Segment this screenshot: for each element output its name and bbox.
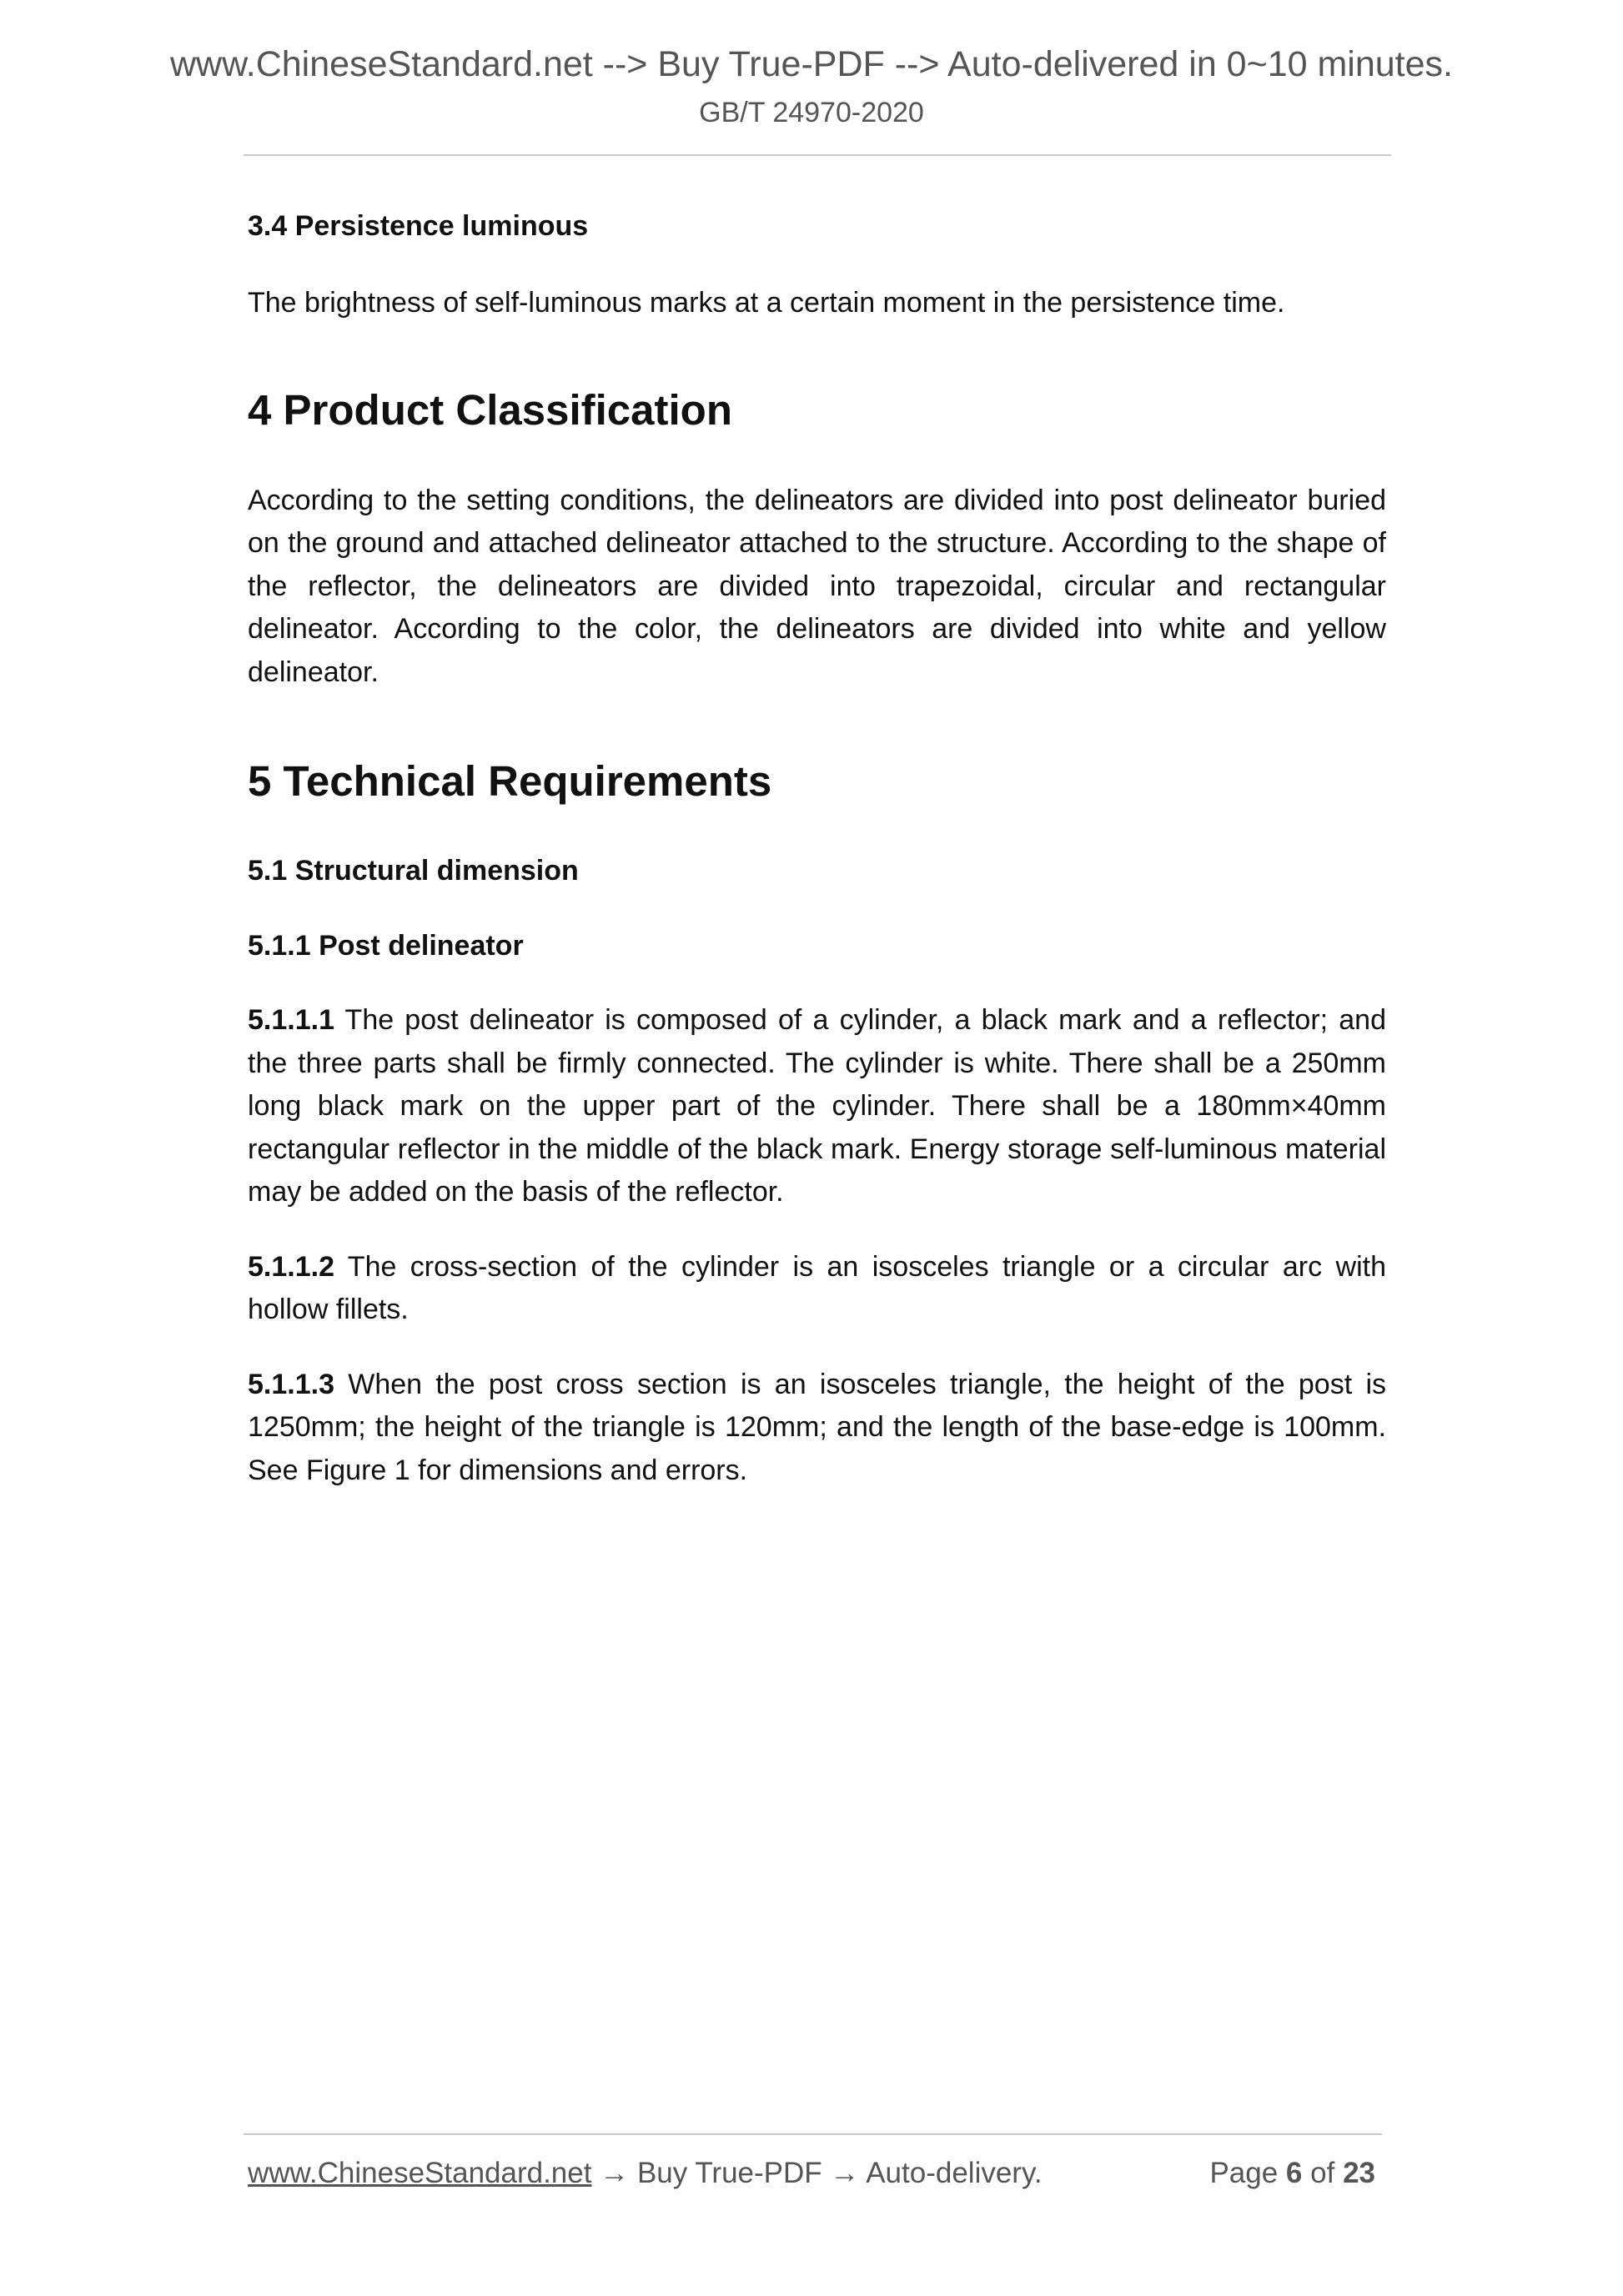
page-content (248, 204, 1386, 1492)
page-header (0, 42, 1623, 132)
footer-buy-text: Buy True-PDF (636, 2157, 822, 2189)
arrow-right-icon: → (600, 2157, 630, 2189)
footer-delivery-text: Auto-delivery. (866, 2157, 1043, 2189)
clause-text: When the post cross section is an isosceles triangle, the height of the post is 1250mm; the height of the triangle is 120mm; and the length of the base-edge is 100mm. See Figure 1 for dimensions and errors. (248, 1368, 1386, 1486)
arrow-right-icon: → (830, 2157, 860, 2189)
clause-text: The post delineator is composed of a cylinder, a black mark and a reflector; and the three parts shall be firmly connected. The cylinder is white. There shall be a 250mm long black mark on the upper part of the cylinder. There shall be a 180mm×40mm rectangular reflector in the middle of the black mark. Energy storage self-luminous material may be added on the basis of the reflector. (248, 1004, 1386, 1208)
clause-text: The cross-section of the cylinder is an isosceles triangle or a circular arc with hollow fillets. (248, 1250, 1386, 1325)
footer-site-link[interactable]: www.ChineseStandard.net (248, 2157, 592, 2189)
section-5-1-heading: 5.1 Structural dimension (248, 855, 579, 887)
footer-promo (248, 2154, 1043, 2193)
clause-number: 5.1.1.1 (248, 1004, 334, 1036)
section-4-text: According to the setting conditions, the delineators are divided into post delineator buried on the ground and attached delineator attached to the structure. According to the shape of the reflector, the delineators are divided into trapezoidal, circular and rectangular delineator. According to the color, the delineators are divided into white and yellow delineator. (248, 484, 1386, 688)
page-label: Page (1209, 2157, 1279, 2189)
clause-number: 5.1.1.3 (248, 1368, 334, 1400)
page-number: 6 (1285, 2157, 1303, 2189)
section-3-4-heading: 3.4 Persistence luminous (248, 210, 589, 242)
page-indicator (1209, 2154, 1375, 2193)
clause-5-1-1-1 (248, 999, 1386, 1214)
clause-number: 5.1.1.2 (248, 1250, 334, 1283)
page-total: 23 (1343, 2157, 1375, 2189)
header-banner: www.ChineseStandard.net --> Buy True-PDF --> Auto-delivered in 0~10 minutes. (169, 44, 1453, 84)
footer-divider (244, 2133, 1382, 2135)
of-label: of (1310, 2157, 1335, 2189)
standard-code: GB/T 24970-2020 (699, 97, 924, 128)
section-5-1-1-heading: 5.1.1 Post delineator (248, 930, 524, 962)
section-5-heading: 5 Technical Requirements (248, 757, 772, 805)
section-3-4-text: The brightness of self-luminous marks at a certain moment in the persistence time. (248, 287, 1285, 319)
section-4-heading: 4 Product Classification (248, 385, 732, 434)
header-divider (244, 154, 1391, 156)
clause-5-1-1-3 (248, 1364, 1386, 1493)
clause-5-1-1-2 (248, 1246, 1386, 1332)
